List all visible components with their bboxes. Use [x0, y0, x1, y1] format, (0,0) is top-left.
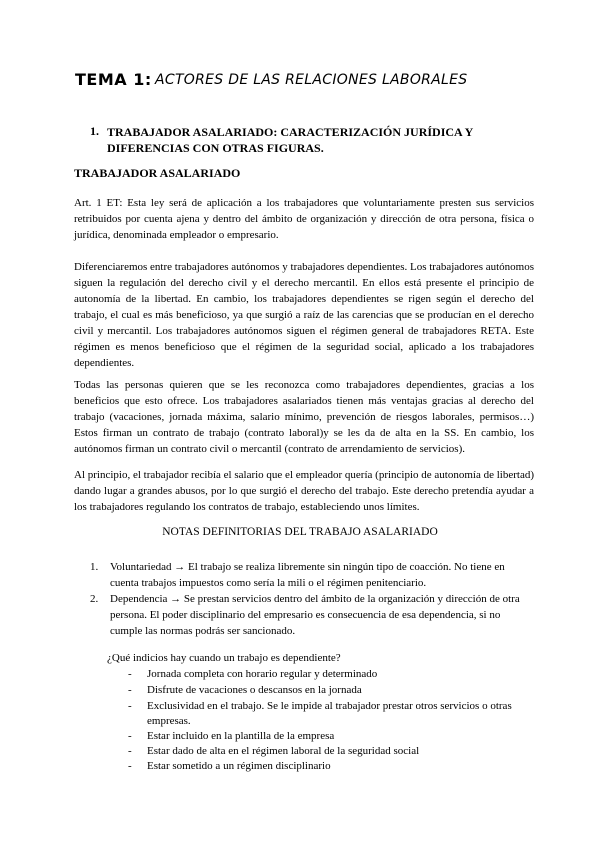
- paragraph-historia: Al principio, el trabajador recibía el salario que el empleador quería (principio de autonomía de libertad) dando lugar a grandes abusos, por lo que surgió el derecho del trabajo. Este derecho pretendía ayudar a los trabajadores regulando los contratos de trabajo, estableciendo unos límites.: [74, 469, 534, 513]
- note-dependencia: Dependencia → Se prestan servicios dentro del ámbito de la organización y dirección de otra persona. El poder disciplinario del empresario es consecuencia de esa dependencia, si no cumple las normas podrás ser sancionado.: [110, 593, 520, 637]
- list-dash: -: [128, 730, 132, 742]
- list-dash: -: [128, 760, 132, 772]
- title-number: TEMA 1:: [75, 70, 152, 89]
- list-dash: -: [128, 684, 132, 696]
- list-item: Disfrute de vacaciones o descansos en la jornada: [147, 684, 362, 696]
- section-heading: TRABAJADOR ASALARIADO: CARACTERIZACIÓN JURÍDICA Y DIFERENCIAS CON OTRAS FIGURAS.: [107, 125, 473, 155]
- list-item: Estar dado de alta en el régimen laboral de la seguridad social: [147, 745, 420, 757]
- paragraph-art1: Art. 1 ET: Esta ley será de aplicación a los trabajadores que voluntariamente presten sus servicios retribuidos por cuenta ajena y dentro del ámbito de organización y dirección de otra persona, física o jurídica, denominada empleador o empresario.: [74, 197, 534, 241]
- subheading: TRABAJADOR ASALARIADO: [74, 166, 241, 180]
- paragraph-diferencias: Diferenciaremos entre trabajadores autónomos y trabajadores dependientes. Los trabajadores autónomos siguen la regulación del derecho civil y el derecho mercantil. En ellos está presente el principio de autonomía de la libertad. En cambio, los trabajadores dependientes se rigen según el derecho del trabajo, el cual es más beneficioso, ya que surgió a raíz de las carencias que se producían en el derecho civil y mercantil. Los trabajadores autónomos siguen el régimen general de trabajadores RETA. Este régimen es menos beneficioso que el régimen de la seguridad social, aplicado a los trabajadores dependientes.: [74, 261, 534, 369]
- list-item: Jornada completa con horario regular y determinado: [147, 668, 378, 680]
- list-item: Estar sometido a un régimen disciplinario: [147, 760, 331, 772]
- list-item: Estar incluido en la plantilla de la empresa: [147, 730, 335, 742]
- paragraph-beneficios: Todas las personas quieren que se les reconozca como trabajadores dependientes, gracias a los beneficios que esto ofrece. Los trabajadores asalariados tienen más ventajas gracias al derecho del trabajo (vacaciones, jornada máxima, salario mínimo, prevención de riesgos laborales, permisos…) Estos firman un contrato de trabajo (contrato laboral)y se les da de alta en la SS. En cambio, los autónomos firman un contrato civil o mercantil (contrato de arrendamiento de servicios).: [74, 379, 534, 455]
- note-number: 1.: [90, 561, 99, 573]
- note-voluntariedad: Voluntariedad → El trabajo se realiza libremente sin ningún tipo de coacción. No tiene en cuenta trabajos impuestos como sería la mili o el régimen penitenciario.: [110, 561, 505, 589]
- list-dash: -: [128, 700, 132, 712]
- section-number: 1.: [90, 124, 99, 138]
- list-item: Exclusividad en el trabajo. Se le impide al trabajador prestar otros servicios o otras empresas.: [147, 700, 512, 727]
- note-number: 2.: [90, 593, 99, 605]
- question-indicios: ¿Qué indicios hay cuando un trabajo es dependiente?: [107, 652, 341, 664]
- title-text: ACTORES DE LAS RELACIONES LABORALES: [155, 72, 468, 88]
- list-dash: -: [128, 745, 132, 757]
- notes-heading: NOTAS DEFINITORIAS DEL TRABAJO ASALARIADO: [162, 526, 438, 538]
- list-dash: -: [128, 668, 132, 680]
